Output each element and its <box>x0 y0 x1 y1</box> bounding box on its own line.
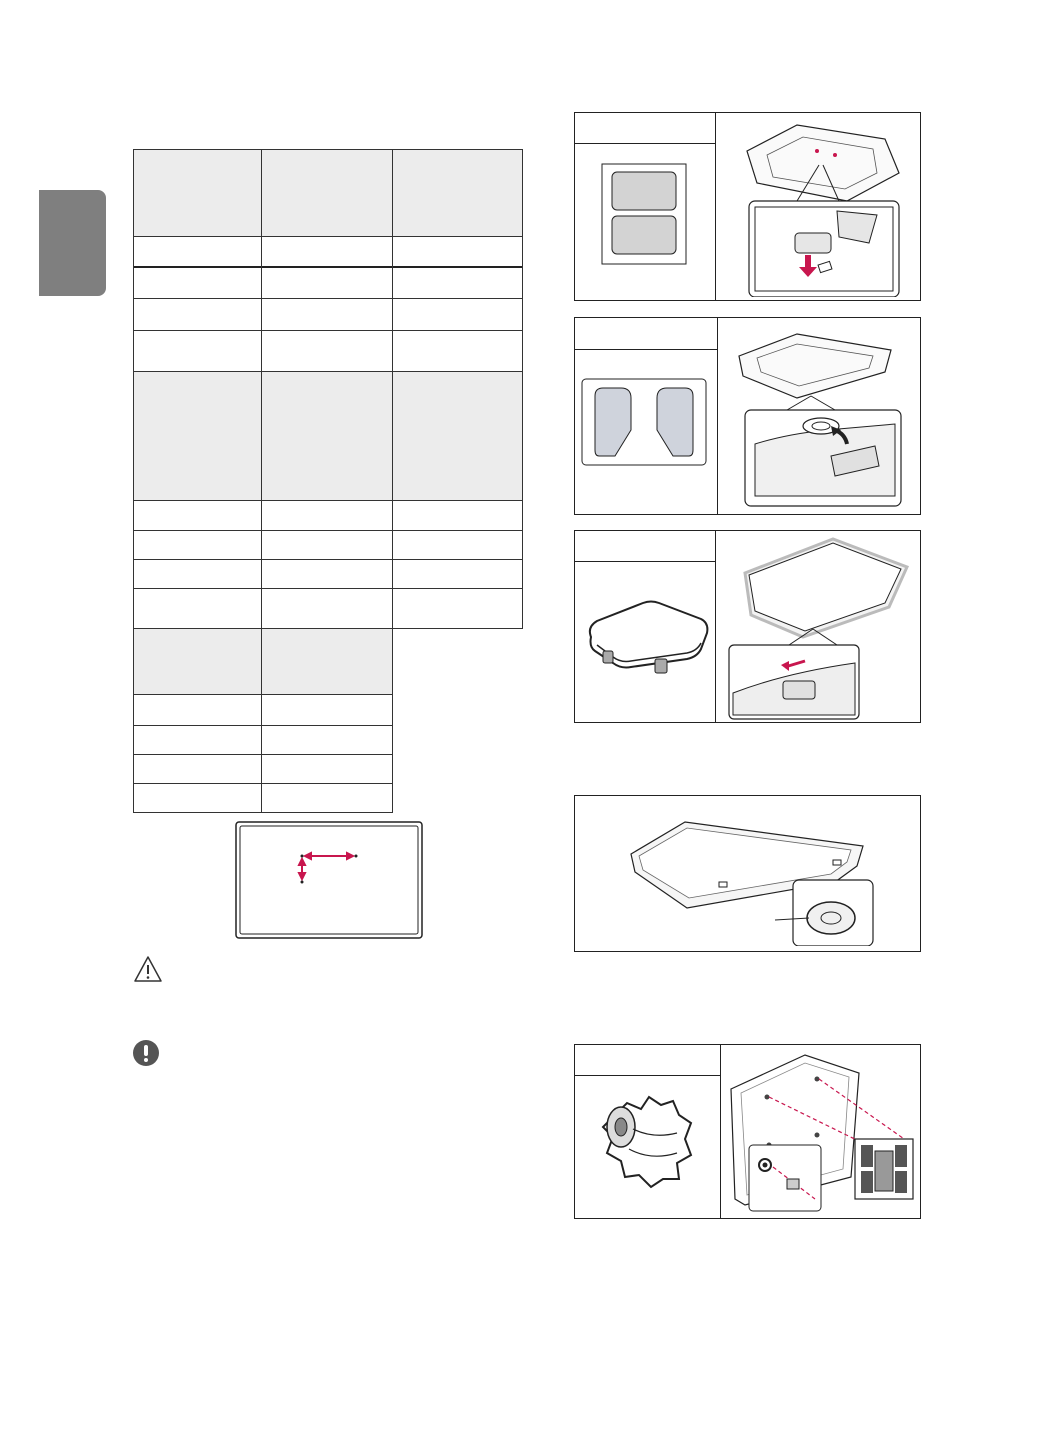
note-circle-icon <box>132 1039 160 1067</box>
tv-foot-cap-illustration <box>725 533 915 721</box>
panel-wall-mount <box>574 1044 921 1219</box>
stand-pad-pair-icon <box>581 378 707 468</box>
tv-pad-attach-illustration <box>727 326 913 510</box>
spacer-icon <box>593 1089 699 1191</box>
language-tab <box>39 190 106 296</box>
caution-triangle-icon <box>133 955 163 983</box>
wall-mount-illustration <box>725 1049 917 1215</box>
panel-foot-cap <box>574 530 921 723</box>
panel-stand-pads <box>574 317 921 515</box>
table-header-row <box>133 628 393 694</box>
table-header-row <box>133 371 523 500</box>
spec-table <box>133 149 523 813</box>
panel-tv-screw <box>574 795 921 952</box>
dimension-diagram <box>235 821 423 939</box>
table-header-row <box>133 149 523 236</box>
tv-facedown-illustration <box>625 810 875 946</box>
sticker-sheet-icon <box>601 163 687 265</box>
tv-back-peel-illustration <box>727 121 913 297</box>
foot-cap-icon <box>583 597 711 681</box>
panel-peel-sheet <box>574 112 921 301</box>
